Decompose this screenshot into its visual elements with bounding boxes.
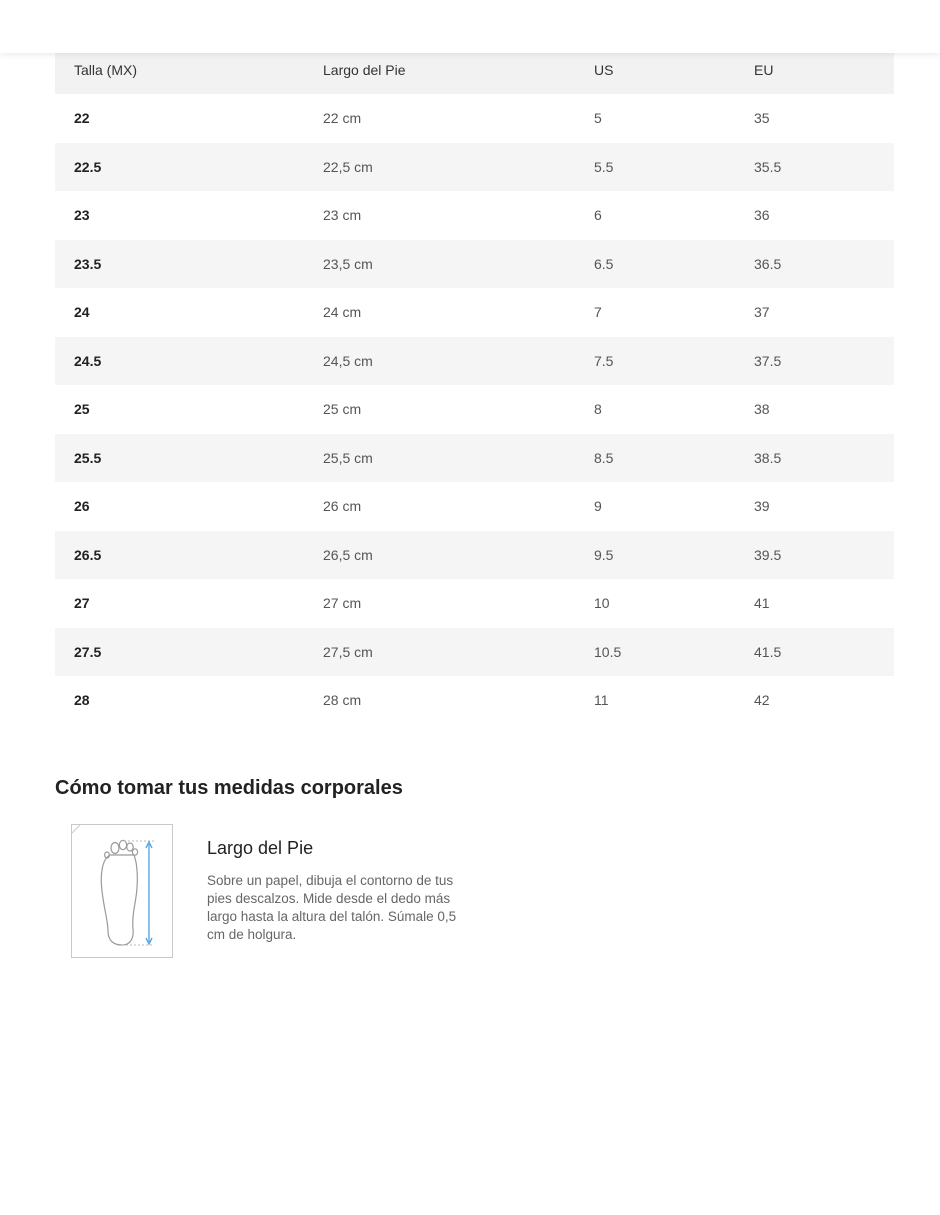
cell-talla-mx: 27.5	[55, 628, 304, 677]
cell-talla-mx: 25	[55, 385, 304, 434]
cell-eu: 42	[735, 676, 894, 725]
header-eu: EU	[735, 46, 894, 94]
cell-largo-del-pie: 24 cm	[304, 288, 575, 337]
cell-largo-del-pie: 22,5 cm	[304, 143, 575, 192]
cell-us: 9	[575, 482, 735, 531]
cell-talla-mx: 22.5	[55, 143, 304, 192]
cell-eu: 39	[735, 482, 894, 531]
cell-talla-mx: 28	[55, 676, 304, 725]
cell-us: 5	[575, 94, 735, 143]
cell-largo-del-pie: 22 cm	[304, 94, 575, 143]
cell-talla-mx: 24	[55, 288, 304, 337]
table-row	[55, 531, 894, 580]
table-row	[55, 337, 894, 386]
cell-talla-mx: 27	[55, 579, 304, 628]
cell-eu: 37	[735, 288, 894, 337]
table-row	[55, 385, 894, 434]
cell-eu: 36.5	[735, 240, 894, 289]
cell-us: 6	[575, 191, 735, 240]
cell-eu: 36	[735, 191, 894, 240]
table-body	[55, 94, 894, 725]
table-row	[55, 482, 894, 531]
cell-talla-mx: 23	[55, 191, 304, 240]
header-us: US	[575, 46, 735, 94]
cell-talla-mx: 26.5	[55, 531, 304, 580]
cell-us: 7	[575, 288, 735, 337]
cell-largo-del-pie: 28 cm	[304, 676, 575, 725]
header-talla-mx: Talla (MX)	[55, 46, 304, 94]
cell-talla-mx: 25.5	[55, 434, 304, 483]
cell-largo-del-pie: 27,5 cm	[304, 628, 575, 677]
cell-talla-mx: 23.5	[55, 240, 304, 289]
cell-largo-del-pie: 24,5 cm	[304, 337, 575, 386]
header-largo-del-pie: Largo del Pie	[304, 46, 575, 94]
cell-us: 8	[575, 385, 735, 434]
cell-eu: 41	[735, 579, 894, 628]
cell-largo-del-pie: 25 cm	[304, 385, 575, 434]
cell-us: 10	[575, 579, 735, 628]
table-row	[55, 94, 894, 143]
table-row	[55, 579, 894, 628]
cell-us: 8.5	[575, 434, 735, 483]
cell-talla-mx: 26	[55, 482, 304, 531]
table-row	[55, 288, 894, 337]
table-row	[55, 628, 894, 677]
cell-eu: 38.5	[735, 434, 894, 483]
cell-largo-del-pie: 26 cm	[304, 482, 575, 531]
cell-largo-del-pie: 23,5 cm	[304, 240, 575, 289]
top-bar	[0, 0, 940, 53]
table-row	[55, 434, 894, 483]
cell-eu: 35	[735, 94, 894, 143]
foot-length-icon	[71, 824, 173, 958]
measure-description: Sobre un papel, dibuja el contorno de tus pies descalzos. Mide desde el dedo más largo hasta la altura del talón. Súmale 0,5 cm de holgura.	[207, 873, 457, 942]
table-row	[55, 191, 894, 240]
cell-us: 6.5	[575, 240, 735, 289]
cell-eu: 41.5	[735, 628, 894, 677]
table-row	[55, 676, 894, 725]
cell-eu: 38	[735, 385, 894, 434]
table-header-row	[55, 46, 894, 94]
measure-title: Largo del Pie	[207, 838, 314, 858]
cell-largo-del-pie: 23 cm	[304, 191, 575, 240]
cell-talla-mx: 24.5	[55, 337, 304, 386]
cell-us: 10.5	[575, 628, 735, 677]
section-title: Cómo tomar tus medidas corporales	[55, 777, 403, 799]
cell-us: 9.5	[575, 531, 735, 580]
cell-talla-mx: 22	[55, 94, 304, 143]
table-row	[55, 240, 894, 289]
cell-us: 11	[575, 676, 735, 725]
cell-eu: 35.5	[735, 143, 894, 192]
cell-us: 5.5	[575, 143, 735, 192]
size-table	[55, 46, 894, 725]
cell-eu: 39.5	[735, 531, 894, 580]
cell-eu: 37.5	[735, 337, 894, 386]
cell-largo-del-pie: 27 cm	[304, 579, 575, 628]
cell-largo-del-pie: 26,5 cm	[304, 531, 575, 580]
cell-largo-del-pie: 25,5 cm	[304, 434, 575, 483]
table-row	[55, 143, 894, 192]
cell-us: 7.5	[575, 337, 735, 386]
